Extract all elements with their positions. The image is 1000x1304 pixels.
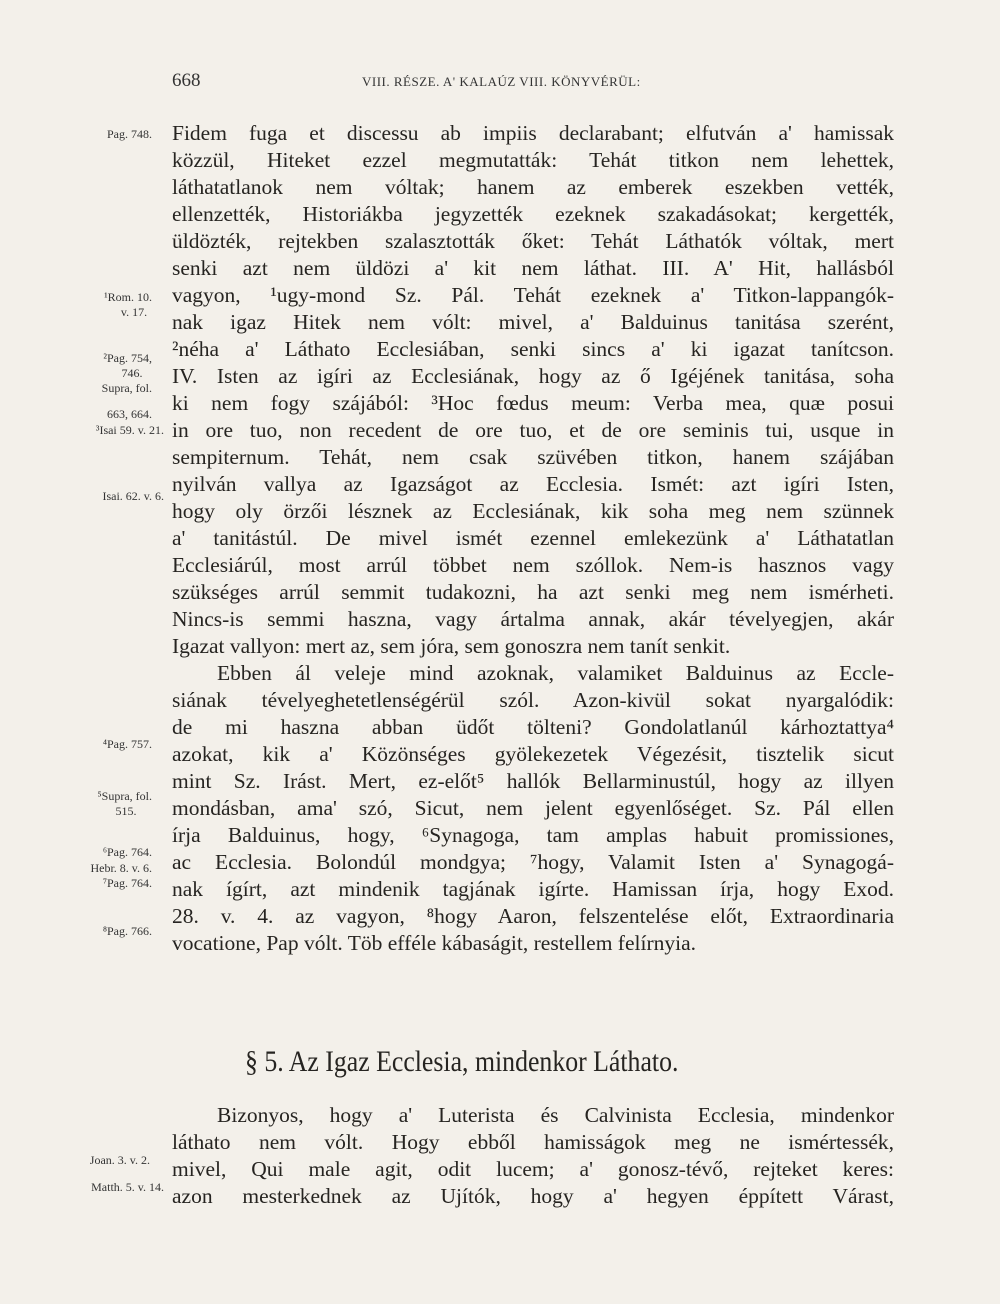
text-line: Fidem fuga et discessu ab impiis declarabant; elfutván a' hamissak	[172, 121, 894, 145]
text-line: ellenzették, Historiákba jegyzették ezeknek szakadásokat; kergették,	[172, 202, 894, 226]
text-line: Bizonyos, hogy a' Luterista és Calvinista Ecclesia, mindenkor	[217, 1103, 894, 1127]
margin-note: Joan. 3. v. 2.	[89, 1153, 150, 1167]
text-line: sempiternum. Tehát, nem csak szüvében titkon, hanem szájában	[172, 445, 894, 469]
text-line: ac Ecclesia. Bolondúl mondgya; ⁷hogy, Valamit Isten a' Synagogá-	[172, 850, 894, 874]
page-number: 668	[172, 70, 201, 91]
text-line: láthatatlanok nem vóltak; hanem az emberek eszekben vették,	[172, 175, 894, 199]
margin-note: 746.	[121, 366, 143, 380]
text-line: mondásban, ama' szó, Sicut, nem jelent egyenlőséget. Sz. Pál ellen	[172, 796, 894, 820]
margin-note: ⁶Pag. 764.	[102, 845, 152, 859]
text-line: Igazat vallyon: mert az, sem jóra, sem gonoszra nem tanít senkit.	[172, 634, 731, 658]
margin-note: ⁴Pag. 757.	[102, 737, 152, 751]
text-line: hogy oly örzői lésznek az Ecclesiának, kik soha meg nem szünnek	[172, 499, 894, 523]
text-line: nak igaz Hitek nem vólt: mivel, a' Balduinus tanitása szerént,	[172, 310, 894, 334]
margin-note: ²Pag. 754,	[103, 351, 152, 365]
margin-note: v. 17.	[120, 305, 148, 319]
margin-note: Matth. 5. v. 14.	[91, 1180, 164, 1194]
section-heading: § 5. Az Igaz Ecclesia, mindenkor Láthato.	[245, 1045, 679, 1078]
text-line: de mi haszna abban üdőt tölteni? Gondolatlanúl kárhoztattya⁴	[172, 715, 894, 739]
text-line: Ecclesiárúl, most arrúl többet nem szóllok. Nem-is hasznos vagy	[172, 553, 894, 577]
margin-note: ⁷Pag. 764.	[102, 876, 152, 890]
text-line: láthato nem vólt. Hogy ebből hamisságok meg ne ismértessék,	[172, 1130, 894, 1154]
text-line: 28. v. 4. az vagyon, ⁸hogy Aaron, felszentelése előt, Extraordinaria	[172, 904, 894, 928]
text-line: vagyon, ¹ugy-mond Sz. Pál. Tehát ezeknek a' Titkon-lappangók-	[172, 283, 894, 307]
margin-note: ³Isai 59. v. 21.	[95, 423, 164, 437]
text-line: siának tévelyeghetetlenségérül szól. Azon-kivül sokat nyargalódik:	[172, 688, 894, 712]
margin-note: Hebr. 8. v. 6.	[90, 861, 152, 875]
text-line: azokat, kik a' Közönséges gyölekezetek Végezésit, tisztelik sicut	[172, 742, 894, 766]
margin-note: ¹Rom. 10.	[104, 290, 152, 304]
text-line: vocatione, Pap vólt. Töb efféle kábaságit, restellem felírnyia.	[172, 931, 696, 955]
text-line: nyilván vallya az Igazságot az Ecclesia. Ismét: azt igíri Isten,	[172, 472, 894, 496]
text-line: in ore tuo, non recedent de ore tuo, et de ore seminis tui, usque in	[172, 418, 894, 442]
text-line: senki azt nem üldözi a' kit nem láthat. III. A' Hit, hallásból	[172, 256, 894, 280]
running-head: VIII. RÉSZE. A' KALAÚZ VIII. KÖNYVÉRÜL:	[362, 74, 641, 89]
text-line: szükséges arrúl semmit tudakozni, ha azt senki meg nem ismérheti.	[172, 580, 894, 604]
text-line: a' tanitástúl. De mivel ismét ezennel emlekezünk a' Láthatatlan	[172, 526, 894, 550]
text-line: ²néha a' Láthato Ecclesiában, senki sincs a' ki igazat tanítcson.	[172, 337, 894, 361]
text-line: IV. Isten az igíri az Ecclesiának, hogy az ő Igéjének tanitása, soha	[172, 364, 894, 388]
main-text-continued	[172, 1102, 894, 1210]
text-line: nak ígírt, azt mindenik tagjának igírte. Hamissan írja, hogy Exod.	[172, 877, 894, 901]
text-line: ki nem fogy szájából: ³Hoc fœdus meum: Verba mea, quæ posui	[172, 391, 894, 415]
margin-note: Isai. 62. v. 6.	[102, 489, 164, 503]
text-line: írja Balduinus, hogy, ⁶Synagoga, tam amplas habuit promissiones,	[172, 823, 894, 847]
margin-note: ⁵Supra, fol.	[97, 789, 152, 803]
margin-note: 515.	[115, 804, 137, 818]
text-line: közzül, Hiteket ezzel megmutatták: Tehát titkon nem lehettek,	[172, 148, 894, 172]
text-line: Nincs-is semmi haszna, vagy ártalma annak, akár tévelyegjen, akár	[172, 607, 894, 631]
margin-note: Supra, fol.	[101, 381, 152, 395]
page-header	[172, 70, 892, 96]
text-line: mivel, Qui male agit, odit lucem; a' gonosz-tévő, rejteket keres:	[172, 1157, 894, 1181]
main-text	[172, 120, 894, 957]
margin-note: Pag. 748.	[107, 127, 152, 141]
text-line: mint Sz. Irást. Mert, ez-előt⁵ hallók Bellarminustúl, hogy az illyen	[172, 769, 894, 793]
text-line: azon mesterkednek az Ujítók, hogy a' hegyen éppített Várast,	[172, 1184, 894, 1208]
text-line: Ebben ál veleje mind azoknak, valamiket Balduinus az Eccle-	[217, 661, 894, 685]
margin-note: 663, 664.	[107, 407, 152, 421]
margin-note: ⁸Pag. 766.	[102, 924, 152, 938]
text-line: üldözték, rejtekben szalasztották őket: Tehát Láthatók vóltak, mert	[172, 229, 894, 253]
